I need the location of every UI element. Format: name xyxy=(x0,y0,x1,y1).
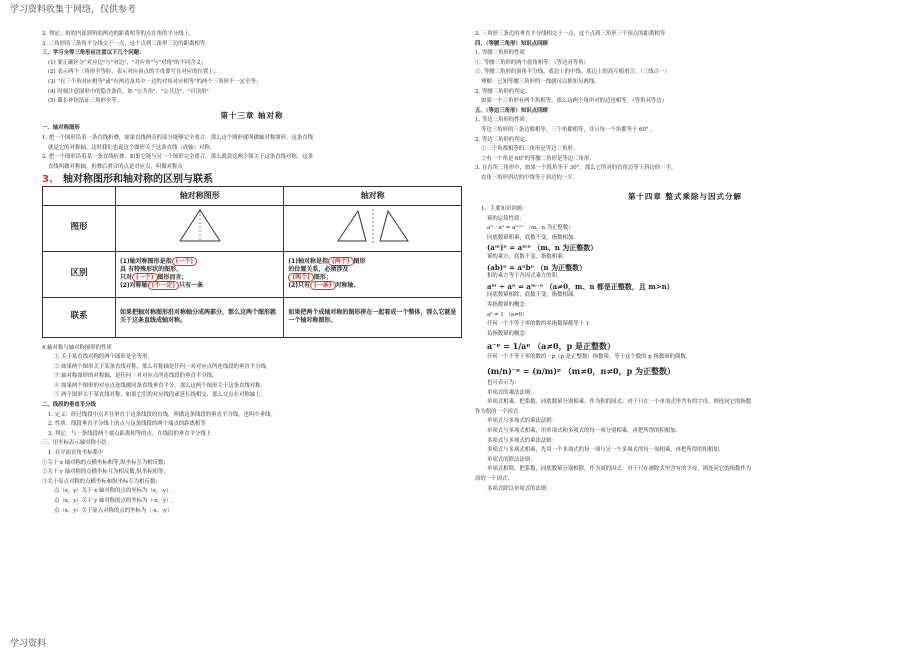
text-line: ②. 等腰三角形的顶角平分线、底边上的中线、底边上的高互相重合。（三线合一） xyxy=(475,69,670,76)
text-line: ②有一个角是 60°的等腰三角形是等边三角形。 xyxy=(481,155,595,162)
text-line: 3. 在直角三角形中，如果一个锐角等于 30°，那么它所对的直角边等于斜边的一半。 xyxy=(475,165,677,172)
table-corner xyxy=(43,186,116,205)
formula-line: aᵐ ÷ aⁿ = aᵐ⁻ⁿ （a≠0，m、n 都是正整数，且 m>n） xyxy=(487,281,674,291)
text-line: 单项式与多项式的乘法法则： xyxy=(487,418,558,425)
section-heading: 三、用坐标表示轴对称小结： xyxy=(42,440,113,447)
text-line: 2. 三角形三条边的垂直平分线相交于一点，这个点到三角形三个顶点的距离相等 xyxy=(475,31,666,37)
text-line: 就是它的对称轴。这时我们也说这个图形关于这条直线（成轴）对称。 xyxy=(48,144,216,151)
list-item: (3) "有三个角对应相等"或"有两边及其中一边的对角对应相等"的两个三角形不一定全等； xyxy=(48,78,262,85)
text-fragment: 对称轴. xyxy=(335,282,356,289)
text-line: 单项式相乘，把系数、同底数幂分别相乘，作为积的因式；对于只在一个单项式里含有的字母，则连同它的指数 xyxy=(487,399,752,406)
list-item: 点（x，y）关于 y 轴对称的点的坐标为（-x，y）. xyxy=(54,498,174,504)
formula-line: a⁻ᵖ = 1/aᵖ （a≠0，p 是正整数） xyxy=(487,341,615,352)
comparison-title xyxy=(42,175,462,185)
list-item: 3. 判定：与一条线段两个端点距离相等的点，在线段的垂直平分线上 xyxy=(48,430,212,437)
text-line: 积的乘方等于各因式乘方的积. xyxy=(487,273,559,280)
text-line: 单项式的乘法法则： xyxy=(487,389,536,396)
list-item: ③关于原点对称的点横坐标和纵坐标互为相反数; xyxy=(42,478,158,485)
text-line: 1. 等边三角形的性质： xyxy=(475,117,531,124)
list-item: 点（x，y）关于 x 轴对称的点的坐标为（x，-y）. xyxy=(54,488,174,495)
list-item: (1) 要正确区分"对应边"与"对边"，"对应角"与"对角"的不同含义； xyxy=(48,59,207,66)
section-heading: 4.轴对称与轴对称图形的性质 xyxy=(42,344,112,351)
text-line: 1. 把一个图形沿着一条直线折叠，如果直线两旁的部分能够完全重合，那么这个图形就叫做轴对称图形。这条直线 xyxy=(42,134,313,141)
text-line: 理解：已知等腰三角形的一线就可以推知另两线。 xyxy=(481,78,600,85)
formula-line: a⁰ = 1 （a≠0） xyxy=(487,311,528,318)
table-header: 轴对称 xyxy=(284,186,462,205)
highlight-oval: (两个) xyxy=(328,257,354,266)
text-line: 商的一个因式. xyxy=(475,475,510,482)
text-fragment: 图形而言； xyxy=(157,274,188,281)
text-line: 1. 等腰三角形的性质 xyxy=(475,50,525,57)
formula-line: (ab)ⁿ = aⁿbⁿ （n 为正整数） xyxy=(487,262,587,272)
text-line: 也可表示为： xyxy=(487,380,520,386)
text-line: 任何一个不等于零的数的－p（p 是正整数）指数幂，等于这个数的 p 指数幂的倒数. xyxy=(487,354,688,361)
list-item: (4) 时刻注意图形中的隐含条件，如 "公共角"、"公共边"、"对顶角" xyxy=(48,88,209,95)
list-item: ①关于 x 轴对称的点横坐标相等,纵坐标互为相反数; xyxy=(42,459,166,466)
highlight-oval: (两个) xyxy=(288,273,314,282)
symmetric-triangles-figure xyxy=(318,207,428,245)
text-fragment: 的位置关系，必须涉及 xyxy=(288,266,349,273)
text-line: 多项式与多项式相乘，先用一个多项式的每一项与另一个多项式的每一项相乘，再把所得的积相加. xyxy=(487,447,721,454)
text-fragment: 图形； xyxy=(313,274,332,281)
comparison-title-text: 轴对称图形和轴对称的区别与联系 xyxy=(62,174,213,186)
chapter-title: 第十四章 整式乘除与因式分解 xyxy=(627,191,743,201)
text-line: 1、主要知识回顾： xyxy=(481,206,528,213)
figure-cell xyxy=(116,205,284,251)
text-line: 幂的运算性质： xyxy=(487,215,525,222)
text-fragment: 只有一条 xyxy=(179,282,204,289)
list-item: ⑤ 两个图形关于某直线对称，如果它们的对应线段或延长线相交，那么交点在对称轴上。 xyxy=(54,392,266,399)
highlight-oval: (一条) xyxy=(310,281,336,290)
row-header: 区别 xyxy=(43,251,116,297)
text-fragment: (2)只有 xyxy=(288,282,311,289)
isosceles-triangle-figure xyxy=(160,207,240,245)
text-line: 等边三角形的三条边都相等，三个角都相等，并且每一个角都等于 60° 。 xyxy=(481,126,656,133)
section-heading: 一、轴对称图形 xyxy=(42,125,80,132)
text-line: 同底数幂相乘，底数不变，指数相加. xyxy=(487,234,575,241)
list-item: ③ 轴对称图形的对称轴，是任何一对对应点所连线段的垂直平分线。 xyxy=(54,373,218,380)
text-fragment: 具 有特殊形状的图形， xyxy=(120,266,183,273)
text-line: 多项式与多项式的乘法法则： xyxy=(487,437,558,444)
list-item: ②关于 y 轴对称的点横坐标互为相反数,纵坐标相等; xyxy=(42,469,166,476)
text-line: 同底数幂相除，底数不变，指数相减. xyxy=(487,292,575,299)
list-item: (5) 截长补短法证三角形全等。 xyxy=(48,98,123,105)
text-line: 2. 等边三角形的判定： xyxy=(475,136,531,143)
page-footer: 学习资料 xyxy=(10,639,47,649)
text-fragment: 图形 xyxy=(353,258,366,265)
list-item: 1. 在平面直角坐标系中 xyxy=(48,450,104,457)
text-line: 负指数幂的概念： xyxy=(487,330,531,337)
row-header: 联系 xyxy=(43,297,116,337)
text-fragment: (1)轴对称图形是指 xyxy=(120,258,172,265)
text-fragment: 只对 xyxy=(120,274,133,281)
formula-line: (m/n)⁻ᵖ = (n/m)ᵖ （m≠0，n≠0，p 为正整数） xyxy=(487,366,676,376)
text-line: 多项式除以单项式的法则： xyxy=(487,485,552,492)
list-item: 点（x，y）关于原点对称的点的坐标为（-x，-y） xyxy=(54,507,173,514)
difference-cell-figure xyxy=(116,251,284,297)
text-line: 直角三角形斜边的中线等于斜边的一半。 xyxy=(481,174,579,181)
section-heading: 五、（等边三角形）知识点回顾 xyxy=(475,107,548,114)
text-line: 2. 把一个图形沿着某一条直线折叠，如果它能与另一个图形完全重合，那么就说这两个图关于这条直线对称。这条 xyxy=(42,154,313,161)
list-item: ② 如果两个图形关于某条直线对称，那么对称轴是任何一对对应点所连线段的垂直平分线。 xyxy=(54,363,272,370)
list-item: 1. 定义：经过线段中点并且垂直于这条线段的直线，叫做这条线段的垂直平分线，也叫中垂线。 xyxy=(48,411,276,418)
text-line: 直线叫做对称轴。折叠后重合的点是对应点，叫做对称点 xyxy=(48,163,183,170)
list-item: (2) 表示两个三角形全等时，表示对应顶点的字母要写在对应的位置上； xyxy=(48,69,220,76)
text-line: 作为积的一个因式. xyxy=(475,408,520,415)
highlight-oval: (不一定) xyxy=(148,281,180,290)
text-line: 幂的乘方，底数不变，指数相乘. xyxy=(487,254,565,261)
text-line: 任何一个不等于零的数的零指数幂都等于 1. xyxy=(487,321,591,328)
row-header: 图形 xyxy=(43,205,116,251)
text-fragment: (2)对称轴 xyxy=(120,282,148,289)
text-line: 单项式的除法法则： xyxy=(487,456,536,463)
list-item: ④ 如果两个图形的对应点连线被同条直线垂直平分，那么这两个图形关于这条直线对称。 xyxy=(54,382,266,389)
text-line: 3. 三角形的三条角平分线交于一点，这个点到三角形三边的距离相等。 xyxy=(42,40,211,47)
link-cell-figure: 如果把轴对称图形沿对称轴分成两部分，那么这两个图形就关于这条直线成轴对称。 xyxy=(116,297,284,337)
page-header: 学习资料收集于网络，仅供参考 xyxy=(10,5,137,15)
left-column xyxy=(42,30,462,516)
text-line: 2. 等腰三角形的判定： xyxy=(475,88,531,95)
section-heading: 三、学习全等三角形应注意以下几个问题： xyxy=(42,50,145,57)
highlight-oval: (一个) xyxy=(132,273,158,282)
link-cell-symmetry: 如果把两个成轴对称的图形拼在一起看成一个整体，那么它就是一个轴对称图形。 xyxy=(284,297,462,337)
formula-line: aᵐ · aⁿ = aᵐ⁺ⁿ （m、n 为正整数） xyxy=(487,225,574,232)
formula-line: (aᵐ)ⁿ = aᵐⁿ （m、n 为正整数） xyxy=(487,243,598,253)
right-column xyxy=(475,30,895,494)
list-item: ① 关于某直线对称的两个图形是全等形。 xyxy=(54,354,153,361)
list-item: 2. 性质：线段垂直平分线上的点与这条线段的两个端点的距离相等 xyxy=(48,421,206,428)
text-line: ①三个角都相等的三角形是等边三角形。 xyxy=(481,146,579,153)
comparison-table xyxy=(42,186,462,338)
chapter-title: 第十三章 轴对称 xyxy=(220,110,284,120)
section-heading: 四、（等腰三角形）知识点回顾 xyxy=(475,40,548,47)
text-line: 单项式相除，把系数、同底数幂分别相除，作为商的因式：对于只在被除式里含有的字母，则连同它的指数作为 xyxy=(487,466,752,473)
text-fragment: (1)轴对称是指 xyxy=(288,258,329,265)
text-line: 2. 判定：角的内部到角的两边的距离相等的点在角的平分线上。 xyxy=(42,31,195,37)
highlight-oval: (一个) xyxy=(172,257,198,266)
table-header: 轴对称图形 xyxy=(116,186,284,205)
section-heading: 二、线段的垂直平分线 xyxy=(42,402,96,409)
text-line: 单项式与多项式相乘，用单项式和多项式的每一项分别相乘，再把所得的积相加. xyxy=(487,427,678,434)
figure-cell xyxy=(284,205,462,251)
difference-cell-symmetry xyxy=(284,251,462,297)
text-line: 如果一个三角形有两个角相等，那么这两个角所对的边也相等。（等角对等边） xyxy=(481,98,667,105)
text-line: ①. 等腰三角形的两个底角相等。（等边对等角） xyxy=(475,59,589,66)
comparison-number: 3、 xyxy=(42,174,59,186)
text-line: 零指数幂的概念： xyxy=(487,302,531,309)
